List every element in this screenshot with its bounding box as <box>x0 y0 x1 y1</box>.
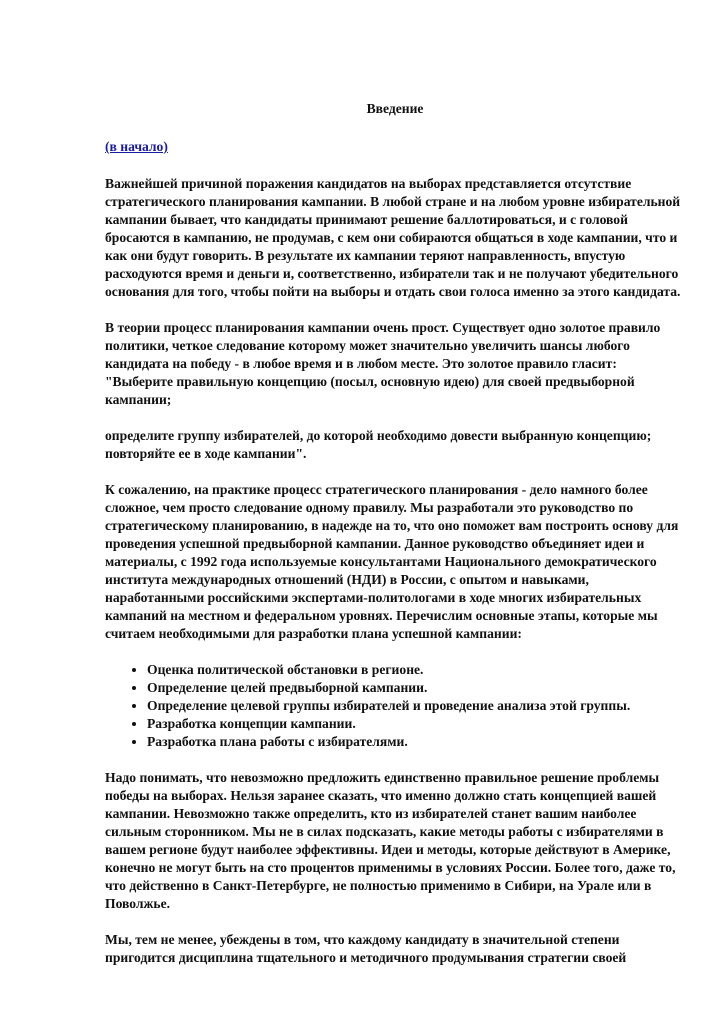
paragraph-2: В теории процесс планирования кампании очень прост. Существует одно золотое правило политики, четкое следование которому может значительно увеличить шансы любого кандидата на победу - в любое время и в любом месте. Это золотое правило гласит: "Выберите правильную концепцию (посыл, основную идею) для своей предвыборной кампании; <box>105 320 661 407</box>
paragraph-4: К сожалению, на практике процесс стратегического планирования - дело намного более сложное, чем просто следование одному правилу. Мы разработали это руководство по стратегическому планированию, в надежде на то, что оно поможет вам построить основу для проведения успешной предвыборной кампании. Данное руководство объединяет идеи и материалы, с 1992 года используемые консультантами Национального демократического института международных отношений (НДИ) в России, с опытом и навыками, наработанными российскими экспертами-политологами в ходе многих избирательных кампаний на местном и федеральном уровнях. Перечислим основные этапы, которые мы считаем необходимыми для разработки плана успешной кампании: <box>105 482 679 641</box>
list-item: • Оценка политической обстановки в регионе. <box>147 661 685 679</box>
list-item: • Определение целей предвыборной кампании. <box>147 679 685 697</box>
list-item: • Разработка концепции кампании. <box>147 715 685 733</box>
list-item: • Определение целевой группы избирателей и проведение анализа этой группы. <box>147 697 685 715</box>
paragraph-5: Надо понимать, что невозможно предложить единственно правильное решение проблемы победы на выборах. Нельзя заранее сказать, что именно должно стать концепцией вашей кампании. Невозможно также определить, кто из избирателей станет вашим наиболее сильным сторонником. Мы не в силах подсказать, какие методы работы с избирателями в вашем регионе будут наиболее эффективны. Идеи и методы, которые действуют в Америке, конечно не могут быть на сто процентов применимы в условиях России. Более того, даже то, что действенно в Санкт-Петербурге, не полностью применимо в Сибири, на Урале или в Поволжье. <box>105 770 676 911</box>
paragraph-1: Важнейшей причиной поражения кандидатов на выборах представляется отсутствие стратегического планирования кампании. В любой стране и на любом уровне избирательной кампании бывает, что кандидаты принимают решение баллотироваться, и с головой бросаются в кампанию, не продумав, с кем они собираются общаться в ходе кампании, что и как они будут говорить. В результате их кампании теряют направленность, впустую расходуются время и деньги и, соответственно, избиратели так и не получают убедительного основания для того, чтобы пойти на выборы и отдать свои голоса именно за этого кандидата. <box>105 176 681 299</box>
page-title: Введение <box>366 101 424 116</box>
back-to-start-link[interactable]: (в начало) <box>105 139 168 154</box>
document-page <box>105 100 685 985</box>
stages-list <box>105 661 685 751</box>
paragraph-3: определите группу избирателей, до которой необходимо довести выбранную концепцию; повторяйте ее в ходе кампании". <box>105 428 652 461</box>
list-item: • Разработка плана работы с избирателями. <box>147 733 685 751</box>
paragraph-6: Мы, тем не менее, убеждены в том, что каждому кандидату в значительной степени пригодится дисциплина тщательного и методичного продумывания стратегии своей <box>105 932 627 965</box>
